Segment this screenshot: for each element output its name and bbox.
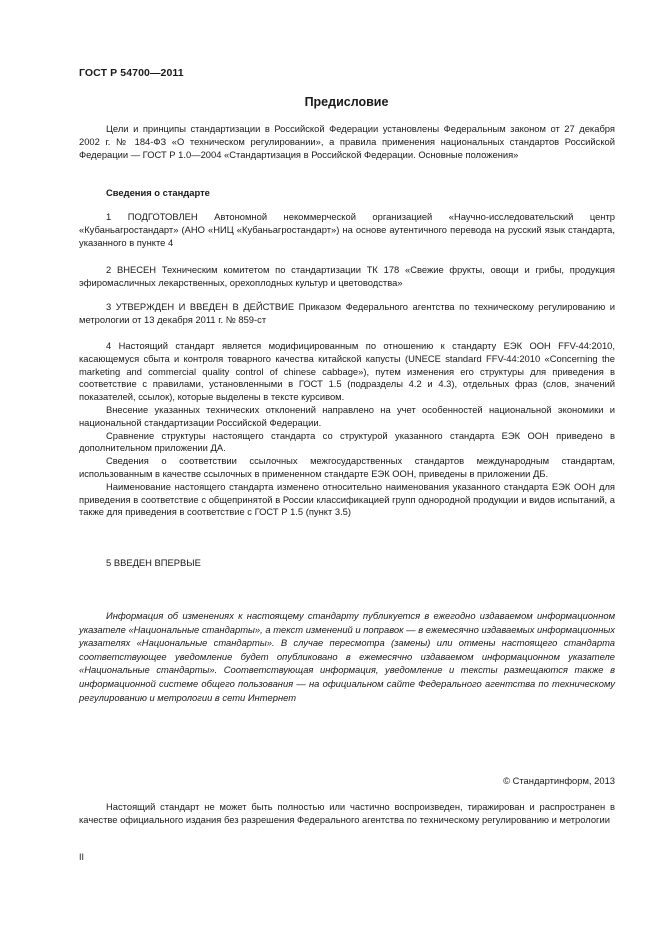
item-2-text: 2 ВНЕСЕН Техническим комитетом по стандартизации ТК 178 «Свежие фрукты, овощи и грибы, продукция эфиромасличных лекарственных, орехоплодных культур и цветоводства» — [79, 264, 615, 288]
intro-paragraph — [79, 123, 615, 161]
intro-text: Цели и принципы стандартизации в Российской Федерации установлены Федеральным законом от 27 декабря 2002 г. № 184-ФЗ «О техническом регулировании», а правила применения национальных стандартов Российской Федерации — ГОСТ Р 1.0—2004 «Стандартизация в Российской Федерации. Основные положения» — [79, 123, 615, 160]
amendment-notice — [79, 609, 615, 704]
document-code: ГОСТ Р 54700—2011 — [79, 67, 184, 79]
item-3 — [79, 301, 615, 327]
item-4-paragraph-5: Наименование настоящего стандарта изменено относительно наименования указанного стандарта ЕЭК ООН для приведения в соответствие с общепринятой в России классификацией групп однородной продукции и видов испытаний, а также для приведения в соответствие с ГОСТ Р 1.5 (пункт 3.5) — [79, 480, 615, 518]
item-5-text: 5 ВВЕДЕН ВПЕРВЫЕ — [106, 557, 201, 568]
item-4-paragraph-1: 4 Настоящий стандарт является модифицированным по отношению к стандарту ЕЭК ООН FFV-44:2010, касающемуся сбыта и контроля товарного качества китайской капусты (UNECE standard FFV-44:2010 «Concerning the marketing and commercial quality control of chinese cabbage»), путем изменения его структуры для приведения в соответствие с правилами, установленными в ГОСТ 1.5 (подразделы 4.2 и 4.3), отдельных фраз (слов, значений показателей, ссылок), которые выделены в тексте курсивом. — [79, 340, 615, 403]
item-4-paragraph-4: Сведения о соответствии ссылочных межгосударственных стандартов международным стандартам, использованным в качестве ссылочных в примененном стандарте ЕЭК ООН, приведены в приложении ДБ. — [79, 455, 615, 479]
page-number: II — [79, 852, 85, 862]
item-1 — [79, 211, 615, 249]
reproduction-notice — [79, 801, 615, 827]
info-heading: Сведения о стандарте — [106, 187, 210, 198]
item-4 — [79, 340, 615, 519]
reproduction-notice-text: Настоящий стандарт не может быть полностью или частично воспроизведен, тиражирован и распространен в качестве официального издания без разрешения Федерального агентства по техническому регулированию и метрологии — [79, 801, 615, 825]
amendment-notice-text: Информация об изменениях к настоящему стандарту публикуется в ежегодно издаваемом информационном указателе «Национальные стандарты», а текст изменений и поправок — в ежемесячно издаваемых информационных указателях «Национальные стандарты». В случае пересмотра (замены) или отмены настоящего стандарта соответствующее уведомление будет опубликовано в ежемесячно издаваемом информационном указателе «Национальные стандарты». Соответствующая информация, уведомление и тексты размещаются также в информационной системе общего пользования — на официальном сайте Федерального агентства по техническому регулированию и метрологии в сети Интернет — [79, 610, 615, 703]
item-5 — [79, 557, 615, 570]
copyright-line: © Стандартинформ, 2013 — [503, 775, 615, 786]
item-3-text: 3 УТВЕРЖДЕН И ВВЕДЕН В ДЕЙСТВИЕ Приказом Федерального агентства по техническому регулированию и метрологии от 13 декабря 2011 г. № 859-ст — [79, 301, 615, 325]
item-4-paragraph-2: Внесение указанных технических отклонений направлено на учет особенностей национальной экономики и национальной стандартизации Российской Федерации. — [79, 403, 615, 428]
item-1-text: 1 ПОДГОТОВЛЕН Автономной некоммерческой организацией «Научно-исследовательский центр «Кубаньагростандарт» (АНО «НИЦ «Кубаньагростандарт») на основе аутентичного перевода на русский язык стандарта, указанного в пункте 4 — [79, 211, 615, 248]
item-2 — [79, 264, 615, 290]
page-title: Предисловие — [304, 95, 389, 109]
item-4-paragraph-3: Сравнение структуры настоящего стандарта со структурой указанного стандарта ЕЭК ООН приведено в дополнительном приложении ДА. — [79, 429, 615, 454]
